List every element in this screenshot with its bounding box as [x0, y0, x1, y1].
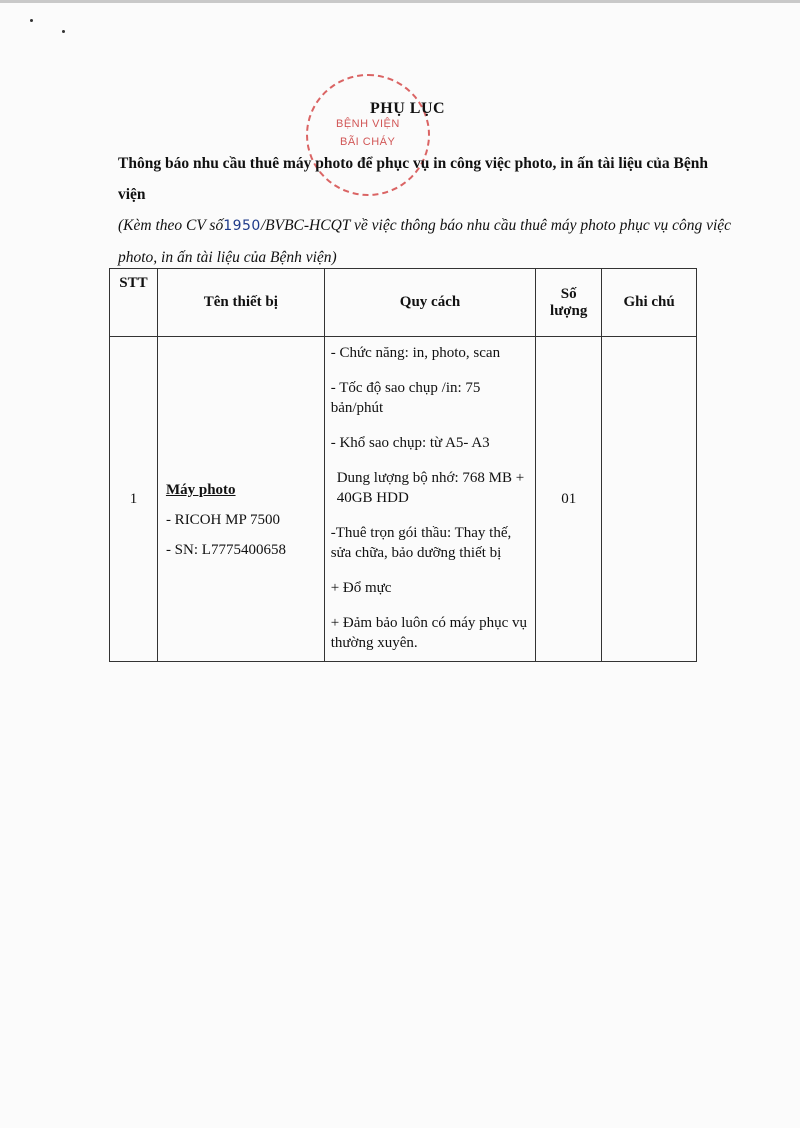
header-quantity-line2: lượng — [550, 302, 588, 319]
table-row — [110, 337, 697, 662]
spec-cell — [324, 337, 536, 662]
equipment-table — [109, 268, 697, 662]
scan-speck — [30, 19, 33, 22]
device-title: Máy photo — [165, 482, 236, 498]
note-suffix: /BVBC-HCQT về việc thông báo nhu cầu thuê máy photo phục vụ công việc photo, in ấn tài liệu của Bệnh viện) — [118, 217, 732, 266]
spec-item: + Đổ mực — [330, 580, 392, 596]
spec-item: + Đảm bảo luôn có máy phục vụ thường xuyên. — [330, 615, 528, 651]
header-note: Ghi chú — [602, 269, 697, 337]
spec-item: -Thuê trọn gói thầu: Thay thế, sửa chữa, bảo dưỡng thiết bị — [330, 525, 512, 561]
spec-item: - Khổ sao chụp: từ A5- A3 — [330, 435, 490, 451]
row-quantity: 01 — [536, 337, 602, 662]
reference-note — [118, 210, 738, 273]
table-header-row — [110, 269, 697, 337]
device-serial: - SN: L7775400658 — [165, 542, 286, 558]
note-prefix: (Kèm theo CV số — [118, 217, 224, 234]
document-heading: Thông báo nhu cầu thuê máy photo để phục vụ in công việc photo, in ấn tài liệu của Bệnh viện — [118, 155, 708, 203]
scan-speck — [62, 30, 65, 33]
spec-item: - Tốc độ sao chụp /in: 75 bản/phút — [330, 380, 481, 416]
header-stt: STT — [110, 269, 158, 337]
spec-item: - Chức năng: in, photo, scan — [330, 345, 501, 361]
device-model: - RICOH MP 7500 — [165, 512, 280, 528]
header-device-name: Tên thiết bị — [157, 269, 324, 337]
stamp-line-2: BÃI CHÁY — [340, 136, 396, 148]
row-note — [602, 337, 697, 662]
row-stt: 1 — [110, 337, 158, 662]
header-quantity — [536, 269, 602, 337]
spec-item: Dung lượng bộ nhớ: 768 MB + 40GB HDD — [336, 470, 525, 506]
header-specification: Quy cách — [324, 269, 536, 337]
page-title: PHỤ LỤC — [370, 100, 446, 117]
stamp-line-1: BỆNH VIỆN — [336, 118, 400, 130]
header-quantity-line1: Số — [560, 285, 577, 302]
cv-number: 1950 — [223, 218, 261, 234]
device-cell — [157, 337, 324, 662]
scan-edge-line — [0, 0, 800, 3]
